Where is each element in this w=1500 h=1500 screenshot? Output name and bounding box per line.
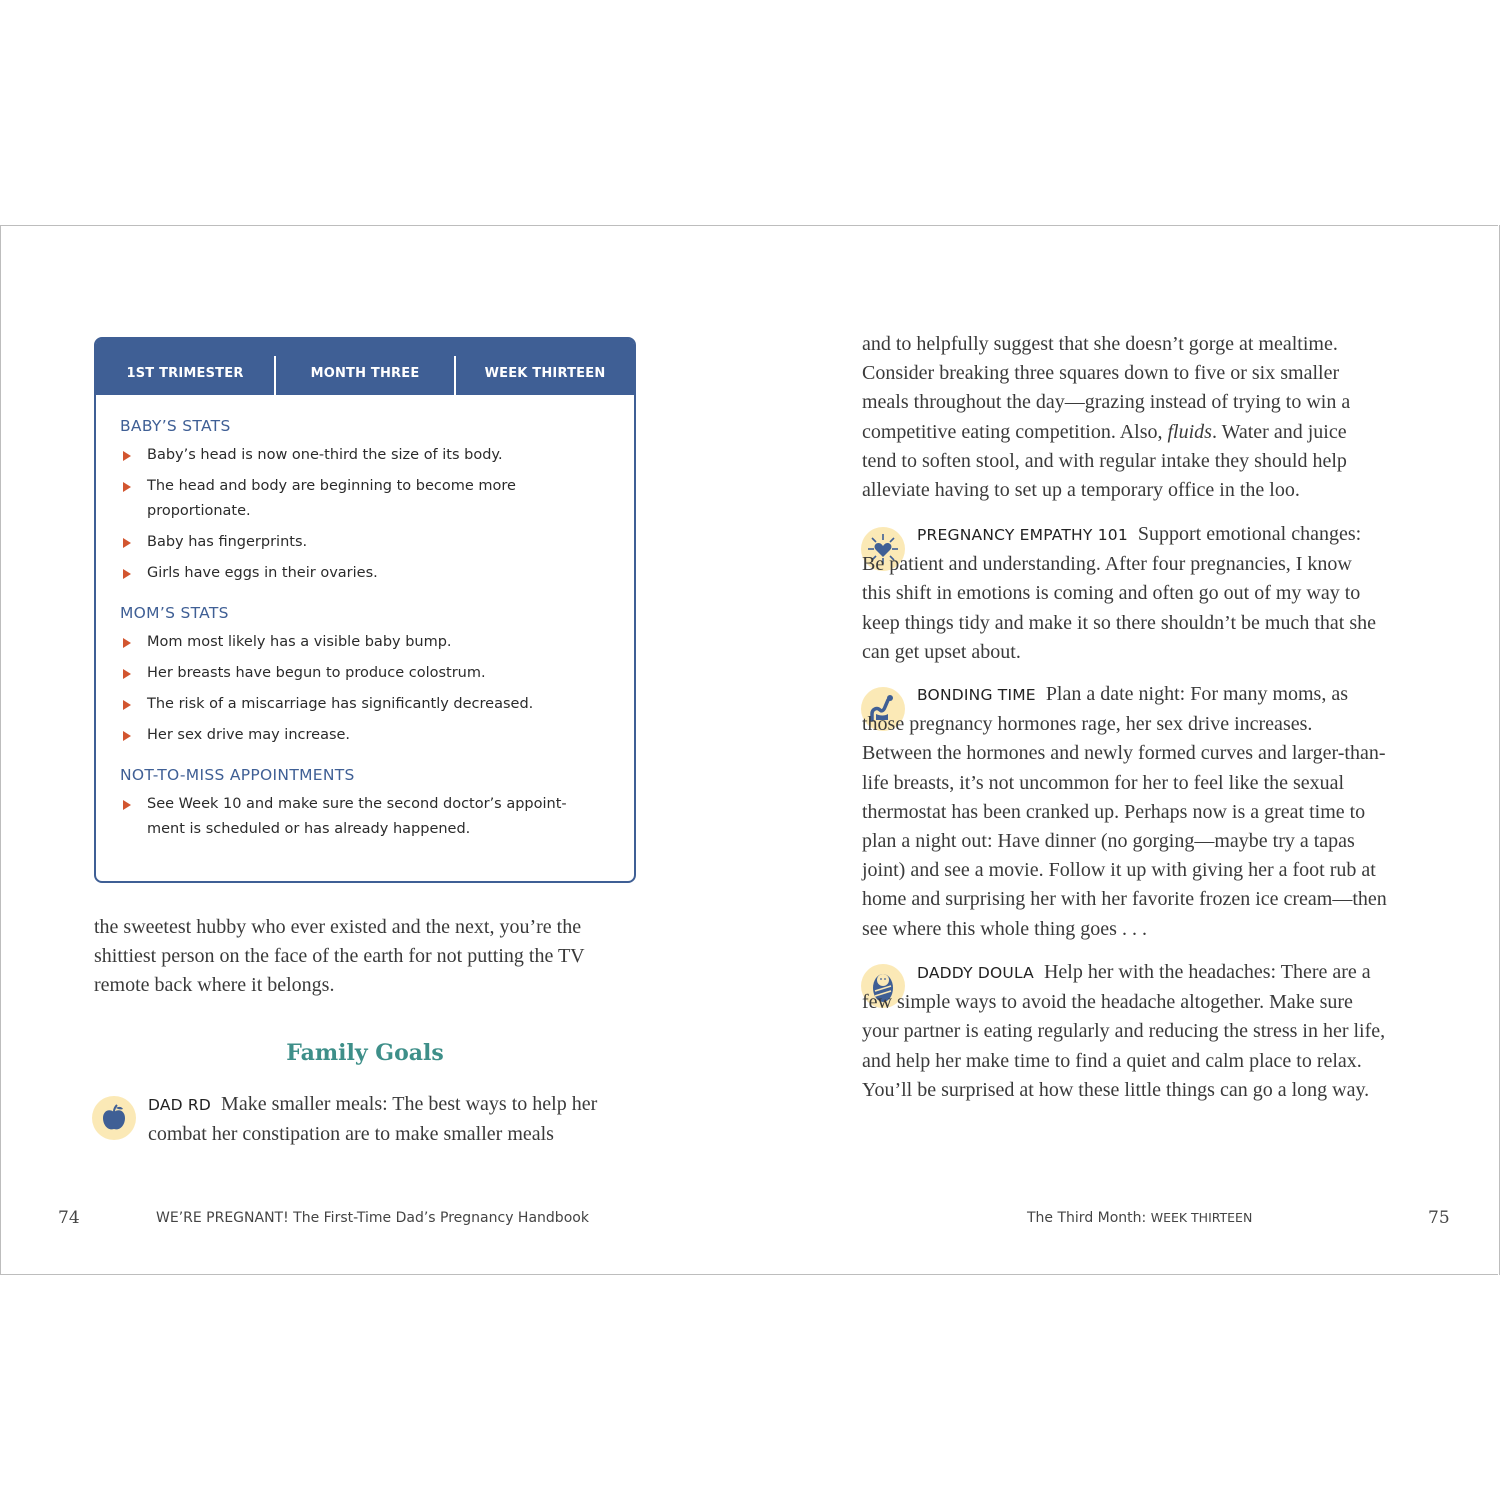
tip-label: DADDY DOULA	[917, 964, 1034, 982]
weekly-stats-box	[94, 337, 636, 883]
tip-text: Support emotional changes: Be patient and understanding. After four pregnancies, I know this shift in emotions is coming and often go out of my way to keep things tidy and make it so there shouldn’t be much that she can get upset about.	[862, 523, 1376, 663]
stats-body	[96, 395, 634, 842]
list-item: See Week 10 and make sure the second doctor’s appoint-ment is scheduled or has already happened.	[120, 792, 567, 842]
triangle-bullet-icon	[123, 800, 131, 810]
left-page-number: 74	[58, 1208, 80, 1228]
tip-text: Help her with the headaches: There are a few simple ways to avoid the headache altogether. Make sure your partner is eating regularly and reducing the stress in her life, and help her make time to find a quiet and calm place to relax. You’ll be surprised at how these little things can go a long way.	[862, 961, 1386, 1101]
triangle-bullet-icon	[123, 638, 131, 648]
tip-label: BONDING TIME	[917, 686, 1036, 704]
babys-stats-list	[120, 443, 634, 586]
triangle-bullet-icon	[123, 569, 131, 579]
moms-stats-title: MOM’S STATS	[120, 604, 229, 622]
pregnancy-empathy-tip	[862, 520, 1382, 667]
triangle-bullet-icon	[123, 731, 131, 741]
emphasis-fluids: fluids	[1167, 420, 1212, 443]
appointments-list	[120, 792, 634, 842]
triangle-bullet-icon	[123, 669, 131, 679]
stats-header	[96, 339, 634, 395]
triangle-bullet-icon	[123, 451, 131, 461]
header-trimester: 1ST TRIMESTER	[126, 365, 244, 381]
right-running-footer: The Third Month: WEEK THIRTEEN	[1027, 1210, 1253, 1226]
daddy-doula-tip	[862, 958, 1387, 1105]
list-item: Baby has fingerprints.	[120, 530, 567, 555]
dad-rd-label: DAD RD	[148, 1096, 212, 1114]
tip-label: PREGNANCY EMPATHY 101	[917, 526, 1128, 544]
list-item: Her breasts have begun to produce colostrum.	[120, 661, 567, 686]
triangle-bullet-icon	[123, 482, 131, 492]
triangle-bullet-icon	[123, 538, 131, 548]
bonding-time-tip	[862, 680, 1387, 944]
tip-text: Plan a date night: For many moms, as those pregnancy hormones rage, her sex drive increases. Between the hormones and newly formed curves and larger-than-life breasts, it’s not uncommon for her to feel like the sexual thermostat has been cranked up. Perhaps now is a great time to plan a night out: Have dinner (no gorging—maybe try a tapas joint) and see a movie. Follow it up with giving her a foot rub at home and surprising her with her favorite frozen ice cream—then see where this whole thing goes . . .	[862, 683, 1387, 940]
list-item: Mom most likely has a visible baby bump.	[120, 630, 567, 655]
dad-rd-text: Make smaller meals: The best ways to help her combat her constipation are to make smaller meals	[148, 1093, 598, 1146]
header-week: WEEK THIRTEEN	[484, 365, 606, 381]
right-page-number: 75	[1428, 1208, 1450, 1228]
right-intro-paragraph: and to helpfully suggest that she doesn’t gorge at mealtime. Consider breaking three squares down to five or six smaller meals throughout the day—grazing instead of trying to win a competitive eating competition. Also, fluids. Water and juice tend to soften stool, and with regular intake they should help alleviate having to set up a temporary office in the loo.	[862, 333, 1351, 502]
apple-icon	[92, 1096, 136, 1140]
list-item: Her sex drive may increase.	[120, 723, 567, 748]
triangle-bullet-icon	[123, 700, 131, 710]
appointments-title: NOT-TO-MISS APPOINTMENTS	[120, 766, 355, 784]
left-continued-paragraph: the sweetest hubby who ever existed and the next, you’re the shittiest person on the face of the earth for not putting the TV remote back where it belongs.	[94, 916, 585, 997]
dad-rd-tip	[148, 1090, 628, 1149]
family-goals-heading: Family Goals	[286, 1040, 444, 1066]
list-item: The head and body are beginning to become more proportionate.	[120, 474, 567, 524]
moms-stats-list	[120, 630, 634, 748]
list-item: Baby’s head is now one-third the size of its body.	[120, 443, 567, 468]
header-month: MONTH THREE	[310, 365, 420, 381]
list-item: The risk of a miscarriage has significantly decreased.	[120, 692, 567, 717]
list-item: Girls have eggs in their ovaries.	[120, 561, 567, 586]
page-edge-left	[0, 225, 1, 1275]
left-running-footer: WE’RE PREGNANT! The First-Time Dad’s Pregnancy Handbook	[156, 1210, 589, 1226]
babys-stats-title: BABY’S STATS	[120, 417, 231, 435]
